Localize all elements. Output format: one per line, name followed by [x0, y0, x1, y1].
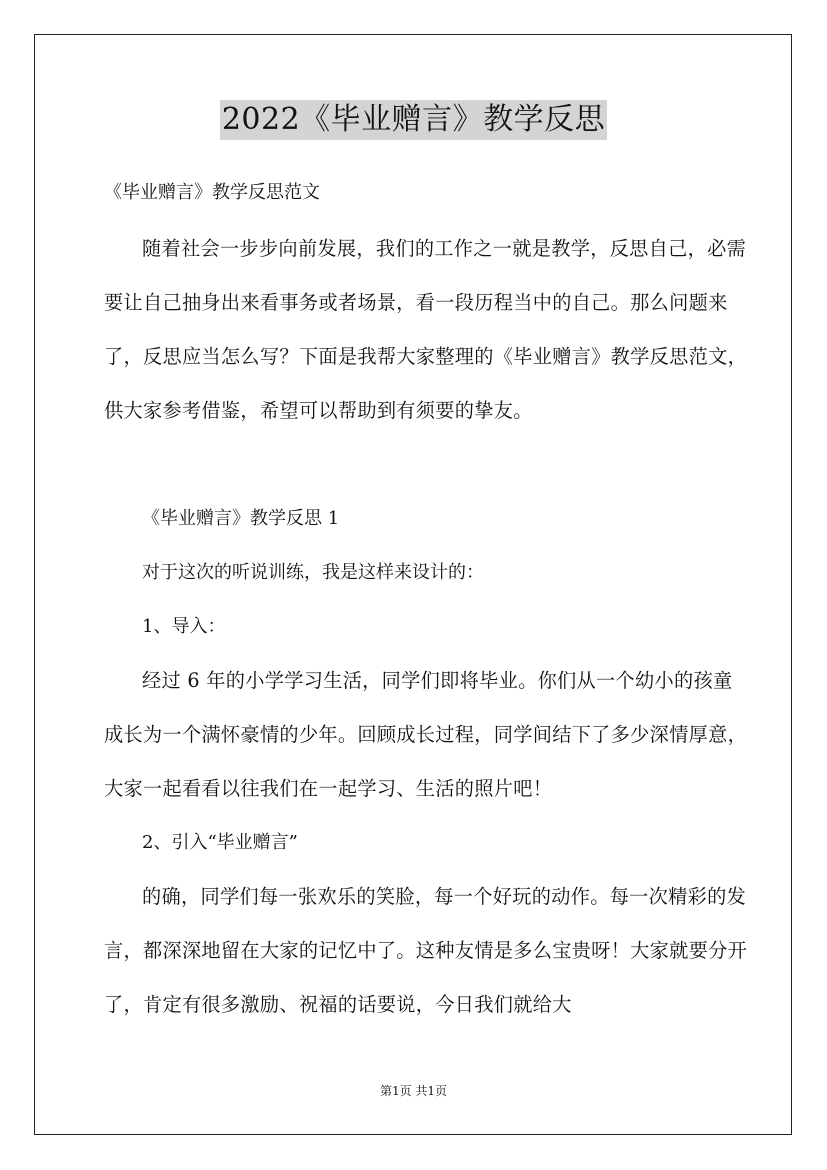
title-container [0, 100, 827, 140]
step2-heading: 2、引入“毕业赠言” [142, 832, 298, 853]
design-line: 对于这次的听说训练，我是这样来设计的： [142, 562, 484, 583]
step1-paragraph: 经过 6 年的小学学习生活，同学们即将毕业。你们从一个幼小的孩童成长为一个满怀豪情的少年。回顾成长过程，同学间结下了多少深情厚意，大家一起看看以往我们在一起学习、生活的照片吧！ [104, 669, 748, 800]
document-title: 2022《毕业赠言》教学反思 [220, 100, 607, 140]
document-subtitle: 《毕业赠言》教学反思范文 [104, 182, 320, 203]
step1-heading: 1、导入： [142, 616, 226, 637]
section-title: 《毕业赠言》教学反思 1 [142, 508, 340, 529]
intro-paragraph: 随着社会一步步向前发展，我们的工作之一就是教学，反思自己，必需要让自己抽身出来看事务或者场景，看一段历程当中的自己。那么问题来了，反思应当怎么写？下面是我帮大家整理的《毕业赠言》教学反思范文，供大家参考借鉴，希望可以帮助到有须要的挚友。 [104, 237, 748, 422]
step2-paragraph: 的确，同学们每一张欢乐的笑脸，每一个好玩的动作。每一次精彩的发言，都深深地留在大家的记忆中了。这种友情是多么宝贵呀！大家就要分开了，肯定有很多激励、祝福的话要说，今日我们就给大 [104, 885, 748, 1016]
page-footer: 第1页 共1页 [379, 1084, 448, 1098]
